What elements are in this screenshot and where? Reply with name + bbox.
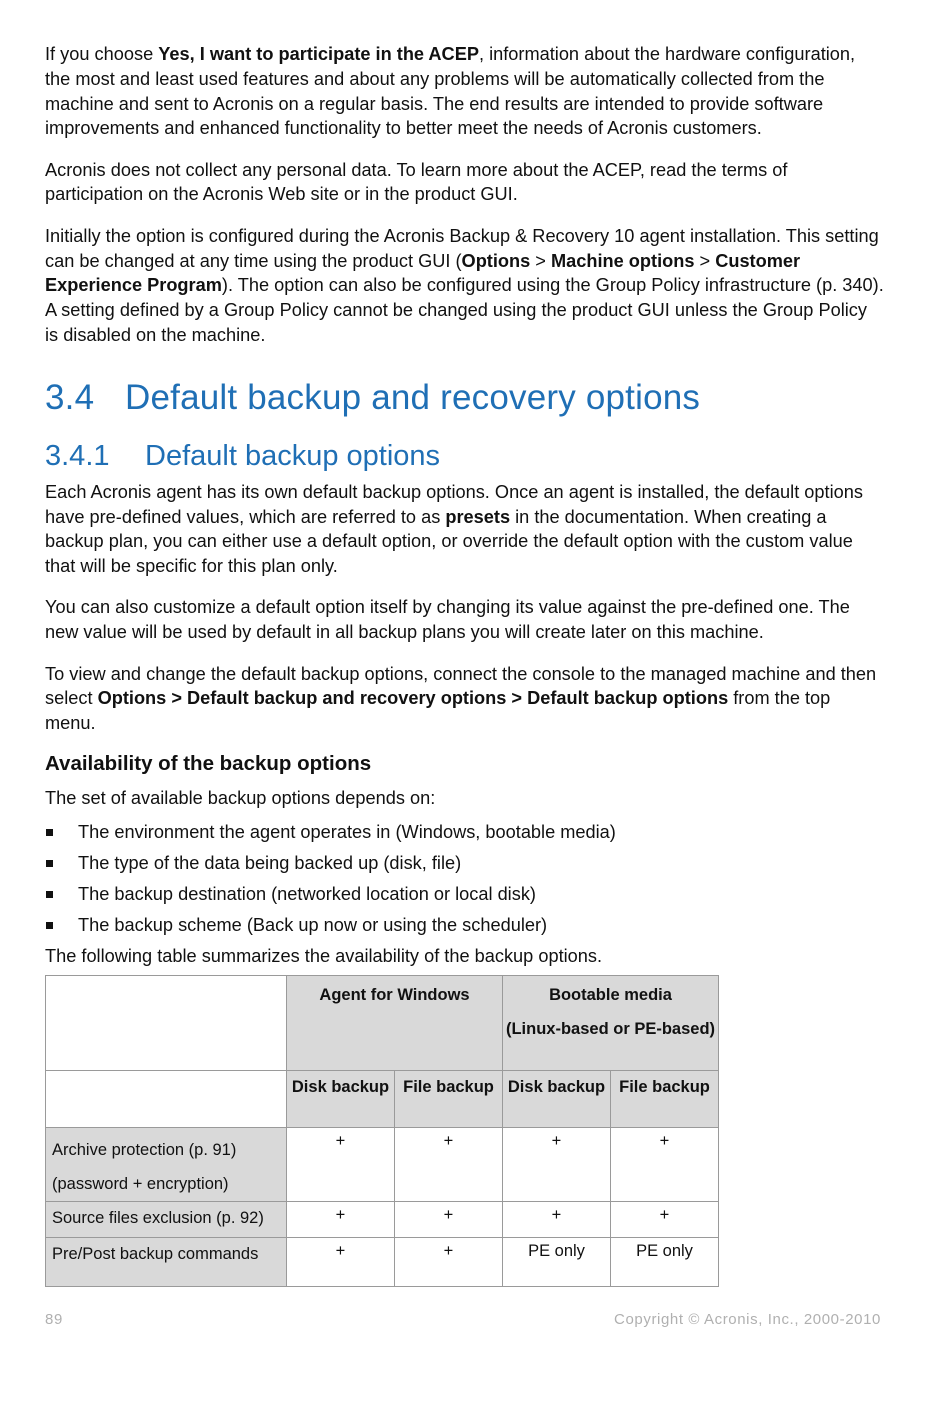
table-cell: + <box>503 1128 611 1202</box>
row-label-cell <box>46 1238 287 1287</box>
list-item-text: The type of the data being backed up (disk, file) <box>78 852 462 873</box>
bold-run: presets <box>445 506 511 527</box>
subsection-number: 3.4.1 <box>45 439 110 472</box>
table-header-row <box>46 976 719 1071</box>
copyright-notice: Copyright © Acronis, Inc., 2000-2010 <box>614 1311 881 1328</box>
document-page <box>45 42 885 1287</box>
list-item-text: The environment the agent operates in (Windows, bootable media) <box>78 821 616 842</box>
header-text: (Linux-based or PE-based) <box>505 1020 716 1039</box>
availability-heading: Availability of the backup options <box>45 751 372 775</box>
table-corner-cell <box>46 1071 287 1128</box>
table-intro: The following table summarizes the availability of the backup options. <box>45 945 603 966</box>
availability-table <box>45 975 719 1287</box>
presets-paragraph <box>45 480 885 579</box>
text-run: in the documentation. When creating a backup plan, you can either use a default option, or override the default option with the custom value that will be specific for this plan only. <box>45 506 853 577</box>
bold-run: Customer Experience Program <box>45 250 801 296</box>
table-cell: + <box>395 1202 503 1238</box>
section-number: 3.4 <box>45 377 95 417</box>
table-cell: PE only <box>503 1238 611 1287</box>
text-run: from the top menu. <box>45 688 831 734</box>
text-run: Initially the option is configured during the Acronis Backup & Recovery 10 agent installation. This setting can be changed at any time using the product GUI ( <box>45 225 879 271</box>
subheader-text: File backup <box>619 1078 710 1097</box>
square-bullet-icon <box>46 891 53 898</box>
subheader-text: Disk backup <box>291 1078 390 1097</box>
agent-windows-header <box>287 976 503 1071</box>
subheader-cell <box>287 1071 395 1128</box>
table-row <box>46 1238 719 1287</box>
list-item <box>45 851 885 876</box>
table-cell: + <box>287 1238 395 1287</box>
view-change-paragraph <box>45 662 885 736</box>
section-heading <box>45 376 885 420</box>
row-label-text: Source files exclusion (p. 92) <box>52 1209 264 1228</box>
table-cell: + <box>395 1238 503 1287</box>
header-text: Agent for Windows <box>319 986 470 1005</box>
bold-run: Options <box>461 250 531 271</box>
privacy-paragraph: Acronis does not collect any personal data. To learn more about the ACEP, read the terms of participation on the Acronis Web site or in the product GUI. <box>45 159 788 205</box>
section-title: Default backup and recovery options <box>125 377 701 417</box>
row-label-text: Pre/Post backup commands <box>52 1245 259 1264</box>
table-row <box>46 1202 719 1238</box>
text-run: To view and change the default backup options, connect the console to the managed machine and then select <box>45 663 877 709</box>
table-cell: + <box>503 1202 611 1238</box>
square-bullet-icon <box>46 829 53 836</box>
page-number: 89 <box>45 1311 63 1328</box>
list-item-text: The backup destination (networked location or local disk) <box>78 883 536 904</box>
subheader-text: Disk backup <box>507 1078 606 1097</box>
row-label-text: (password + encryption) <box>52 1175 229 1194</box>
table-cell: PE only <box>611 1238 719 1287</box>
text-run: ). The option can also be configured using the Group Policy infrastructure (p. 340). A setting defined by a Group Policy cannot be changed using the product GUI unless the Group Policy is disabled on the machine. <box>45 275 884 345</box>
table-cell: + <box>287 1128 395 1202</box>
square-bullet-icon <box>46 860 53 867</box>
list-item-text: The backup scheme (Back up now or using the scheduler) <box>78 914 548 935</box>
subsection-heading <box>45 438 885 474</box>
subheader-cell <box>395 1071 503 1128</box>
subheader-cell <box>611 1071 719 1128</box>
configuration-paragraph <box>45 224 885 348</box>
subsection-title: Default backup options <box>145 439 441 472</box>
table-cell: + <box>395 1128 503 1202</box>
row-label-text: Archive protection (p. 91) <box>52 1141 237 1160</box>
text-run: > <box>530 250 551 271</box>
text-run: Each Acronis agent has its own default backup options. Once an agent is installed, the default options have pre-defined values, which are referred to as <box>45 481 863 527</box>
text-run: If you choose <box>45 44 159 64</box>
table-cell: + <box>611 1202 719 1238</box>
bold-run: Yes, I want to participate in the ACEP <box>158 44 479 64</box>
list-item <box>45 882 885 907</box>
availability-lead: The set of available backup options depends on: <box>45 787 436 808</box>
acep-paragraph <box>45 42 885 141</box>
table-cell: + <box>287 1202 395 1238</box>
text-run: , information about the hardware configuration, the most and least used features and about any problems will be automatically collected from the machine and sent to Acronis on a regular basis. The end results are intended to provide software improvements and enhanced functionality to better meet the needs of Acronis customers. <box>45 44 856 139</box>
list-item <box>45 913 885 938</box>
row-label-cell <box>46 1128 287 1202</box>
table-corner-cell <box>46 976 287 1071</box>
bold-run: Machine options <box>550 250 695 271</box>
header-text: Bootable media <box>549 986 672 1005</box>
table-cell: + <box>611 1128 719 1202</box>
customize-paragraph: You can also customize a default option itself by changing its value against the pre-defined one. The new value will be used by default in all backup plans you will create later on this machine. <box>45 597 850 643</box>
table-row <box>46 1128 719 1202</box>
row-label-cell <box>46 1202 287 1238</box>
dependency-list <box>45 820 885 938</box>
square-bullet-icon <box>46 922 53 929</box>
text-run: > <box>694 250 716 271</box>
table-subheader-row <box>46 1071 719 1128</box>
bootable-media-header <box>503 976 719 1071</box>
bold-run: Options > Default backup and recovery options > Default backup options <box>97 688 729 709</box>
subheader-cell <box>503 1071 611 1128</box>
subheader-text: File backup <box>403 1078 494 1097</box>
list-item <box>45 820 885 845</box>
